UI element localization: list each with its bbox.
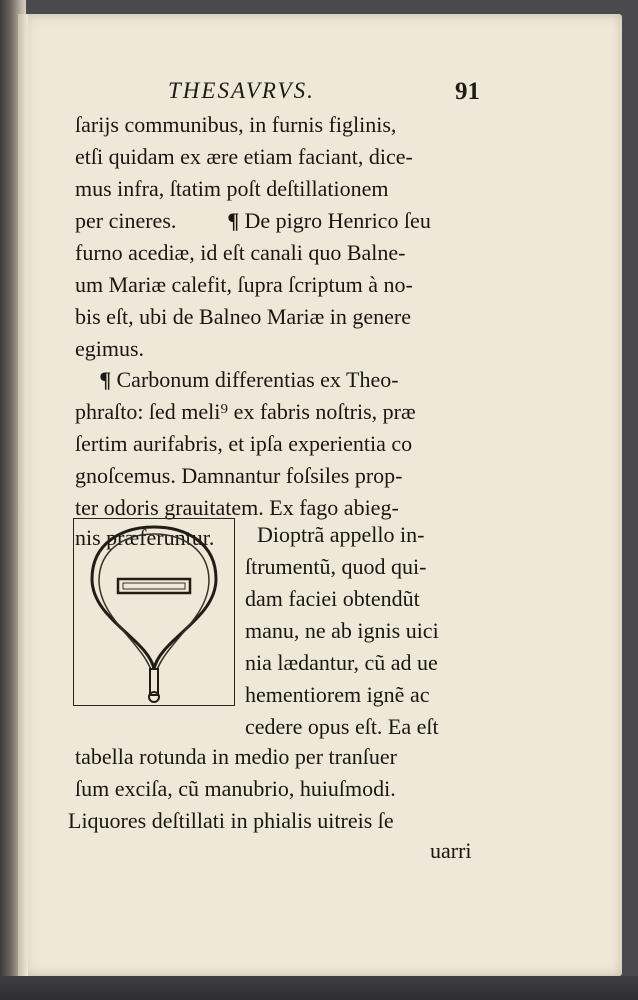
text-line: ſum exciſa, cũ manubrio, huiuſmodi.: [75, 776, 396, 801]
text-line: gnoſcemus. Damnantur foſsiles prop-: [75, 463, 403, 488]
paragraph-line: [100, 367, 399, 393]
text-line: ſarijs communibus, in furnis figlinis,: [75, 112, 397, 137]
text-line: phraſto: ſed meli⁹ ex fabris noſtris, præ: [75, 399, 416, 424]
page-number: 91: [455, 78, 480, 105]
text-line: Carbonum differentias ex Theo-: [116, 367, 399, 392]
text-line: cedere opus eſt. Ea eſt: [245, 714, 439, 739]
text-line: per cineres.: [75, 208, 177, 233]
pilcrow-mark: ¶: [100, 367, 111, 392]
page-bottom-edge: [0, 976, 638, 1000]
text-line: mus infra, ſtatim poſt deſtillationem: [75, 176, 389, 201]
text-line: Liquores deſtillati in phialis uitreis ſe: [68, 808, 394, 833]
text-line: tabella rotunda in medio per tranſuer: [75, 744, 397, 769]
pilcrow-mark: ¶: [228, 208, 239, 233]
catchword: uarri: [430, 838, 472, 863]
text-line: dam faciei obtendũt: [245, 586, 420, 611]
paragraph-line: [228, 208, 431, 234]
running-head: THESAVRVS.: [168, 78, 315, 103]
text-line: furno acediæ, id eſt canali quo Balne-: [75, 240, 406, 265]
text-line: egimus.: [75, 336, 145, 361]
text-line: nia lædantur, cũ ad ue: [245, 650, 438, 675]
text-line: bis eſt, ubi de Balneo Mariæ in genere: [75, 304, 412, 329]
dioptra-illustration: [73, 518, 235, 706]
text-line: Dioptrã appello in-: [257, 522, 425, 547]
text-line: ſertim aurifabris, et ipſa experientia co: [75, 431, 413, 456]
text-line: ter odoris grauitatem. Ex fago abieg-: [75, 495, 399, 520]
text-line: etſi quidam ex ære etiam faciant, dice-: [75, 144, 413, 169]
text-line: De pigro Henrico ſeu: [244, 208, 431, 233]
text-line: nis præferuntur.: [75, 525, 215, 550]
text-line: manu, ne ab ignis uici: [245, 618, 439, 643]
text-line: um Mariæ calefit, ſupra ſcriptum à no-: [75, 272, 413, 297]
text-line: hementiorem ignẽ ac: [245, 682, 430, 707]
text-line: ſtrumentũ, quod qui-: [245, 554, 427, 579]
